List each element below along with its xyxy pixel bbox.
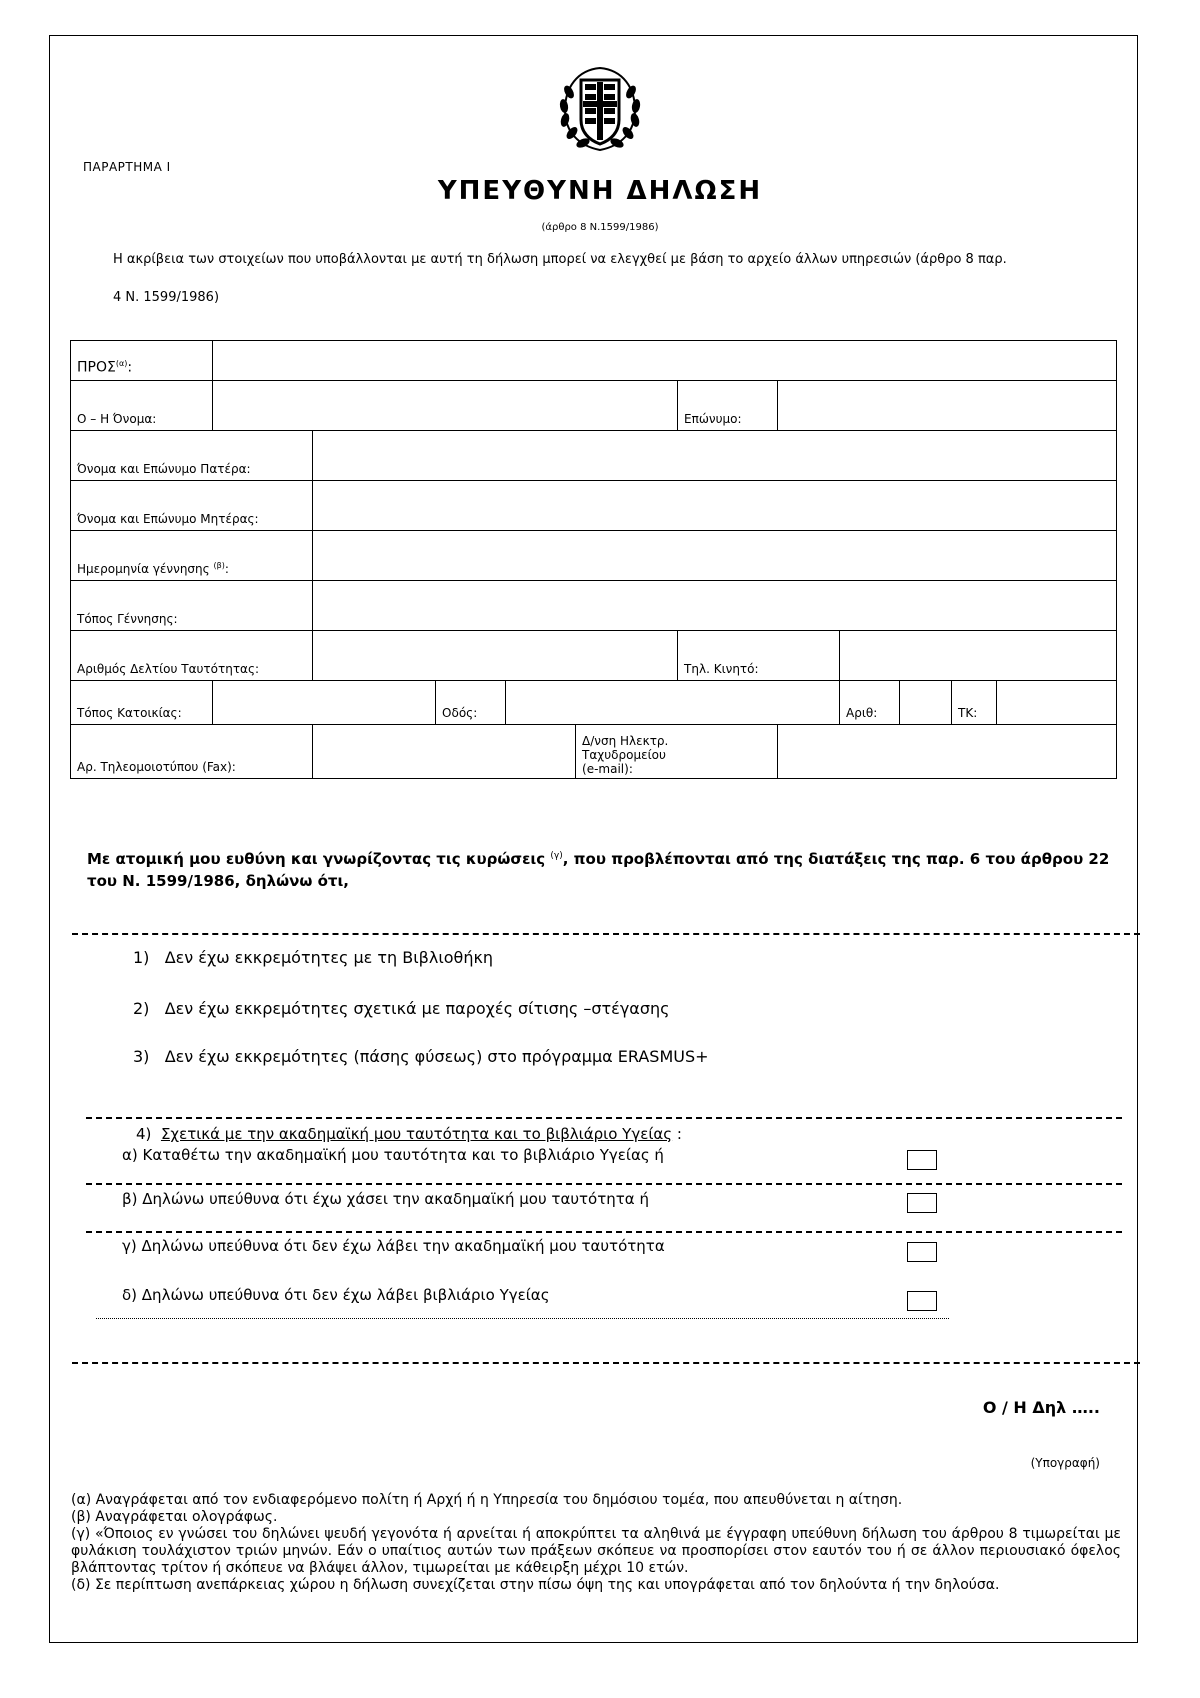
footnotes (71, 1492, 1121, 1594)
mobile-label: Τηλ. Κινητό: (678, 631, 840, 681)
id-number-field[interactable] (313, 631, 678, 681)
option-a-checkbox[interactable] (907, 1150, 937, 1170)
number-label: Αριθ: (840, 681, 900, 725)
street-field[interactable] (506, 681, 840, 725)
option-d-label: δ) Δηλώνω υπεύθυνα ότι δεν έχω λάβει βιβλιάριο Υγείας (122, 1286, 550, 1304)
zip-field[interactable] (997, 681, 1117, 725)
name-label: Ο – Η Όνομα: (71, 381, 213, 431)
option-b-checkbox[interactable] (907, 1193, 937, 1213)
mother-name-label: Όνομα και Επώνυμο Μητέρας: (71, 481, 313, 531)
name-field[interactable] (213, 381, 678, 431)
footnote-d: (δ) Σε περίπτωση ανεπάρκειας χώρου η δήλωση συνεχίζεται στην πίσω όψη της και υπογράφεται από τον δηλούντα ή την δηλούσα. (71, 1577, 1000, 1593)
birthdate-label: Ημερομηνία γέννησης $^{(\beta)}$: (71, 531, 313, 581)
list-item-3: 3) Δεν έχω εκκρεμότητες (πάσης φύσεως) στο πρόγραμμα ERASMUS+ (133, 1047, 709, 1066)
intro-line-2: 4 Ν. 1599/1986) (113, 290, 220, 305)
mobile-field[interactable] (840, 631, 1117, 681)
declaration-text: Με ατομική μου ευθύνη και γνωρίζοντας τις κυρώσεις $^{(\gamma)}$, που προβλέπονται από της διατάξεις της παρ. 6 του άρθρου 22 του Ν. 1599/1986, δηλώνω ότι, (87, 850, 1110, 890)
separator-line (72, 933, 1140, 935)
page-subtitle: (άρθρο 8 Ν.1599/1986) (541, 222, 659, 233)
intro-line-1: Η ακρίβεια των στοιχείων που υποβάλλονται με αυτή τη δήλωση μπορεί να ελεγχθεί με βάση το αρχείο άλλων υπηρεσιών (άρθρο 8 παρ. (113, 252, 1007, 267)
footnote-b: (β) Αναγράφεται ολογράφως. (71, 1509, 278, 1525)
email-label: Δ/νση Ηλεκτρ. Ταχυδρομείου (e-mail): (576, 725, 778, 779)
separator-line (86, 1183, 1122, 1185)
option-c-checkbox[interactable] (907, 1242, 937, 1262)
surname-field[interactable] (778, 381, 1117, 431)
street-label: Οδός: (436, 681, 506, 725)
signature-label: (Υπογραφή) (1030, 1456, 1100, 1470)
option-c-label: γ) Δηλώνω υπεύθυνα ότι δεν έχω λάβει την ακαδημαϊκή μου ταυτότητα (122, 1237, 665, 1255)
father-name-label: Όνομα και Επώνυμο Πατέρα: (71, 431, 313, 481)
father-name-field[interactable] (313, 431, 1117, 481)
option-d-checkbox[interactable] (907, 1291, 937, 1311)
to-field[interactable] (213, 341, 1117, 381)
annex-label: ΠΑΡΑΡΤΗΜΑ Ι (83, 160, 171, 174)
id-number-label: Αριθμός Δελτίου Ταυτότητας: (71, 631, 313, 681)
page-frame (49, 35, 1138, 1643)
item-4-heading: 4) Σχετικά με την ακαδημαϊκή μου ταυτότητα και το βιβλιάριο Υγείας : (136, 1125, 682, 1143)
mother-name-field[interactable] (313, 481, 1117, 531)
number-field[interactable] (900, 681, 952, 725)
fax-label: Αρ. Τηλεομοιοτύπου (Fax): (71, 725, 313, 779)
residence-label: Τόπος Κατοικίας: (71, 681, 213, 725)
option-b-label: β) Δηλώνω υπεύθυνα ότι έχω χάσει την ακαδημαϊκή μου ταυτότητα ή (122, 1190, 649, 1208)
option-a-label: α) Καταθέτω την ακαδημαϊκή μου ταυτότητα και το βιβλιάριο Υγείας ή (122, 1146, 664, 1164)
page-title: ΥΠΕΥΘΥΝΗ ΔΗΛΩΣΗ (437, 176, 763, 206)
birthplace-label: Τόπος Γέννησης: (71, 581, 313, 631)
list-item-2: 2) Δεν έχω εκκρεμότητες σχετικά με παροχές σίτισης –στέγασης (133, 999, 670, 1018)
footnote-a: (α) Αναγράφεται από τον ενδιαφερόμενο πολίτη ή Αρχή ή η Υπηρεσία του δημόσιου τομέα, που απευθύνεται η αίτηση. (71, 1492, 903, 1508)
footnote-c: (γ) «Όποιος εν γνώσει του δηλώνει ψευδή γεγονότα ή αρνείται ή αποκρύπτει τα αληθινά με έγγραφη υπεύθυνη δήλωση του άρθρου 8 τιμωρείται με φυλάκιση τουλάχιστον τριών μηνών. Εάν ο υπαίτιος αυτών των πράξεων σκόπευε να προσπορίσει στον εαυτόν του ή σε άλλον περιουσιακό όφελος βλάπτοντας τρίτον ή σκόπευε να βλάψει άλλον, τιμωρείται με κάθειρξη μέχρι 10 ετών. (71, 1526, 1121, 1576)
zip-label: ΤΚ: (952, 681, 997, 725)
signer-label: Ο / Η Δηλ ….. (982, 1398, 1100, 1417)
surname-label: Επώνυμο: (678, 381, 778, 431)
dotted-line (96, 1318, 949, 1319)
hellenic-emblem-icon (555, 62, 645, 156)
to-label: $\Pi PO\Sigma^{(\alpha)}$: (71, 341, 213, 381)
separator-line (86, 1231, 1122, 1233)
residence-field[interactable] (213, 681, 436, 725)
list-item-1: 1) Δεν έχω εκκρεμότητες με τη Βιβλιοθήκη (133, 948, 494, 967)
separator-line (72, 1362, 1140, 1364)
personal-details-table (70, 340, 1117, 779)
fax-field[interactable] (313, 725, 576, 779)
birthplace-field[interactable] (313, 581, 1117, 631)
birthdate-field[interactable] (313, 531, 1117, 581)
separator-line (86, 1117, 1122, 1119)
email-field[interactable] (778, 725, 1117, 779)
